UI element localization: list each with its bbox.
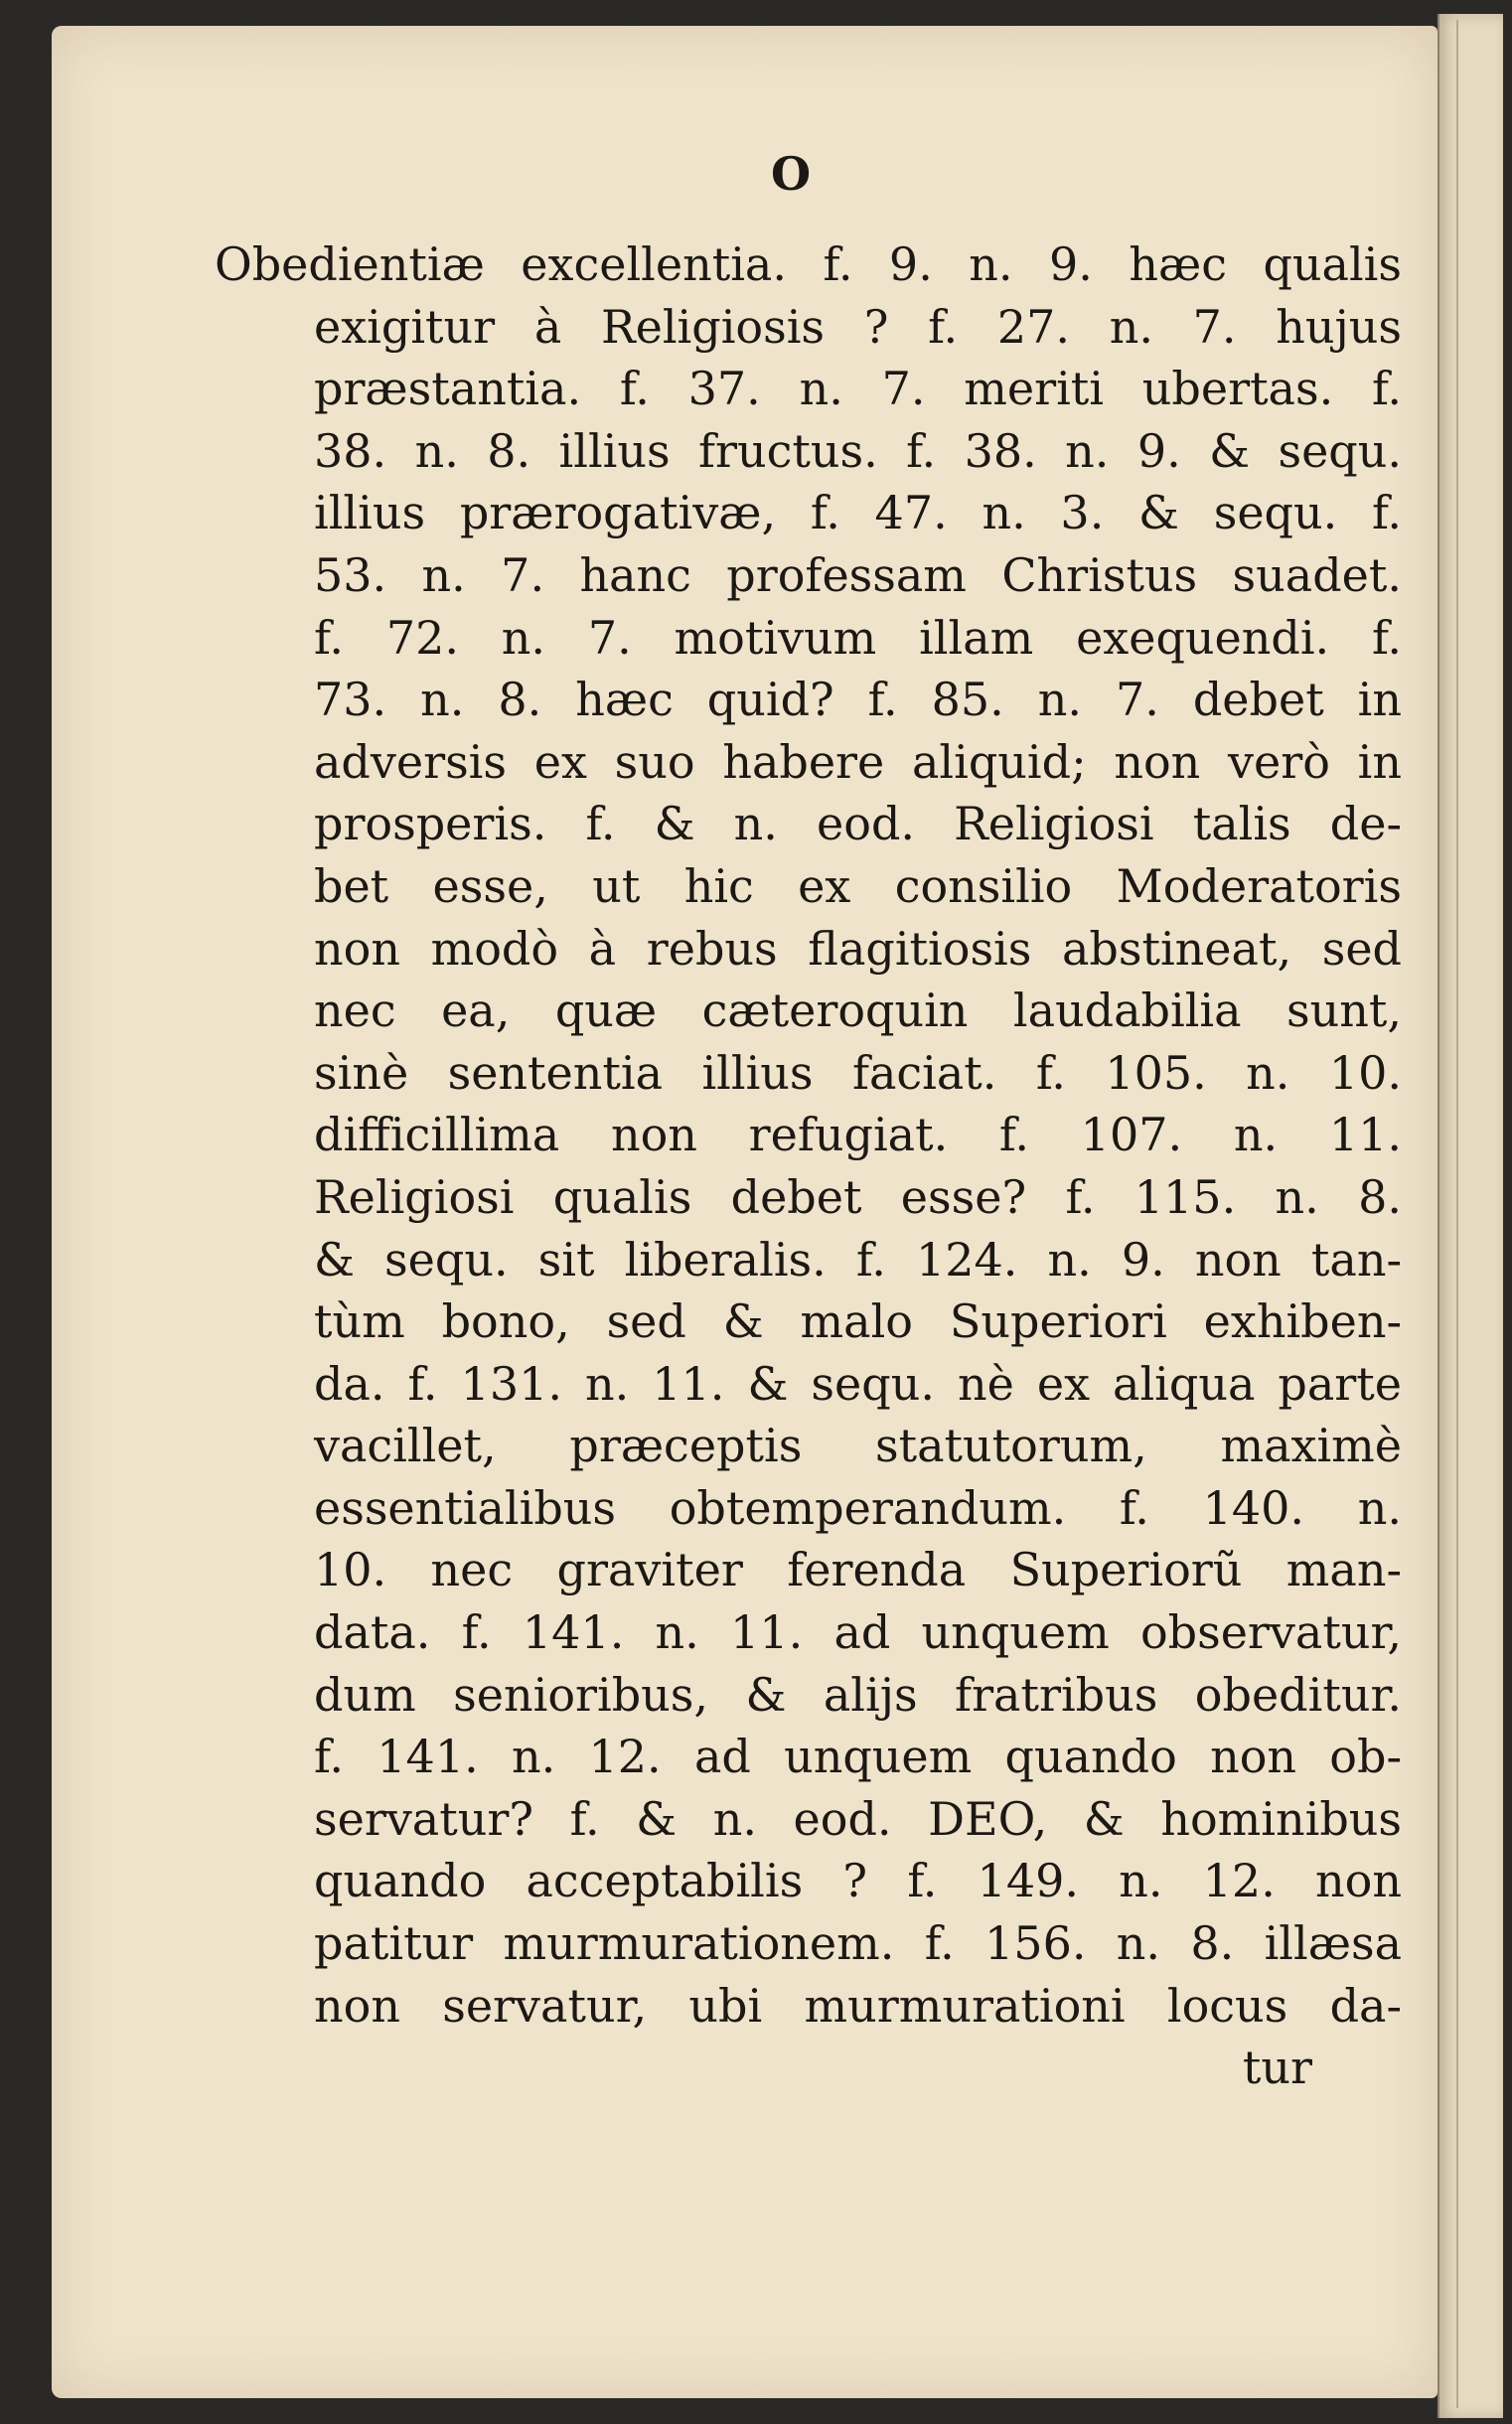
entry-line: essentialibus obtemperandum. f. 140. n. [314,1480,1402,1535]
entry-line: præstantia. f. 37. n. 7. meriti ubertas. f. [314,362,1402,416]
entry-line: 53. n. 7. hanc professam Christus suadet. [314,547,1402,602]
entry-line: patitur murmurationem. f. 156. n. 8. illæsa [314,1916,1402,1971]
entry-line: non servatur, ubi murmurationi locus da- [314,1978,1402,2033]
entry-line: da. f. 131. n. 11. & sequ. nè ex aliqua parte [314,1356,1402,1411]
entry-line: Obedientiæ excellentia. f. 9. n. 9. hæc qualis [215,237,1402,291]
catchword: tur [1242,2041,1312,2095]
entry-line: bet esse, ut hic ex consilio Moderatoris [314,858,1402,913]
entry-line: sinè sententia illius faciat. f. 105. n. 10. [314,1045,1402,1100]
entry-line: f. 141. n. 12. ad unquem quando non ob- [314,1730,1402,1784]
entry-line: illius prærogativæ, f. 47. n. 3. & sequ. f. [314,486,1402,540]
next-page-edge [1437,14,1503,2418]
entry-line: 10. nec graviter ferenda Superiorũ man- [314,1543,1402,1597]
index-section-letter: O [771,147,812,201]
entry-line: tùm bono, sed & malo Superiori exhiben- [314,1294,1402,1349]
entry-line: data. f. 141. n. 11. ad unquem observatur, [314,1605,1402,1660]
entry-line: difficillima non refugiat. f. 107. n. 11. [314,1108,1402,1162]
entry-line: adversis ex suo habere aliquid; non verò in [314,734,1402,789]
entry-line: f. 72. n. 7. motivum illam exequendi. f. [314,610,1402,665]
entry-line: 73. n. 8. hæc quid? f. 85. n. 7. debet in [314,673,1402,727]
entry-line: quando acceptabilis ? f. 149. n. 12. non [314,1854,1402,1908]
entry-line: exigitur à Religiosis ? f. 27. n. 7. hujus [314,299,1402,354]
index-entry-obedientia [215,233,1402,2099]
page-gutter-line [1456,20,1458,2408]
entry-line: vacillet, præceptis statutorum, maximè [314,1419,1402,1473]
entry-line: & sequ. sit liberalis. f. 124. n. 9. non tan- [314,1232,1402,1287]
entry-line: nec ea, quæ cæteroquin laudabilia sunt, [314,984,1402,1038]
entry-line: servatur? f. & n. eod. DEO, & hominibus [314,1791,1402,1846]
entry-line: Religiosi qualis debet esse? f. 115. n. 8. [314,1169,1402,1224]
entry-line: non modò à rebus flagitiosis abstineat, sed [314,921,1402,976]
entry-line: prosperis. f. & n. eod. Religiosi talis de- [314,797,1402,851]
entry-line: 38. n. 8. illius fructus. f. 38. n. 9. & sequ. [314,423,1402,478]
entry-line: dum senioribus, & alijs fratribus obeditur. [314,1667,1402,1722]
